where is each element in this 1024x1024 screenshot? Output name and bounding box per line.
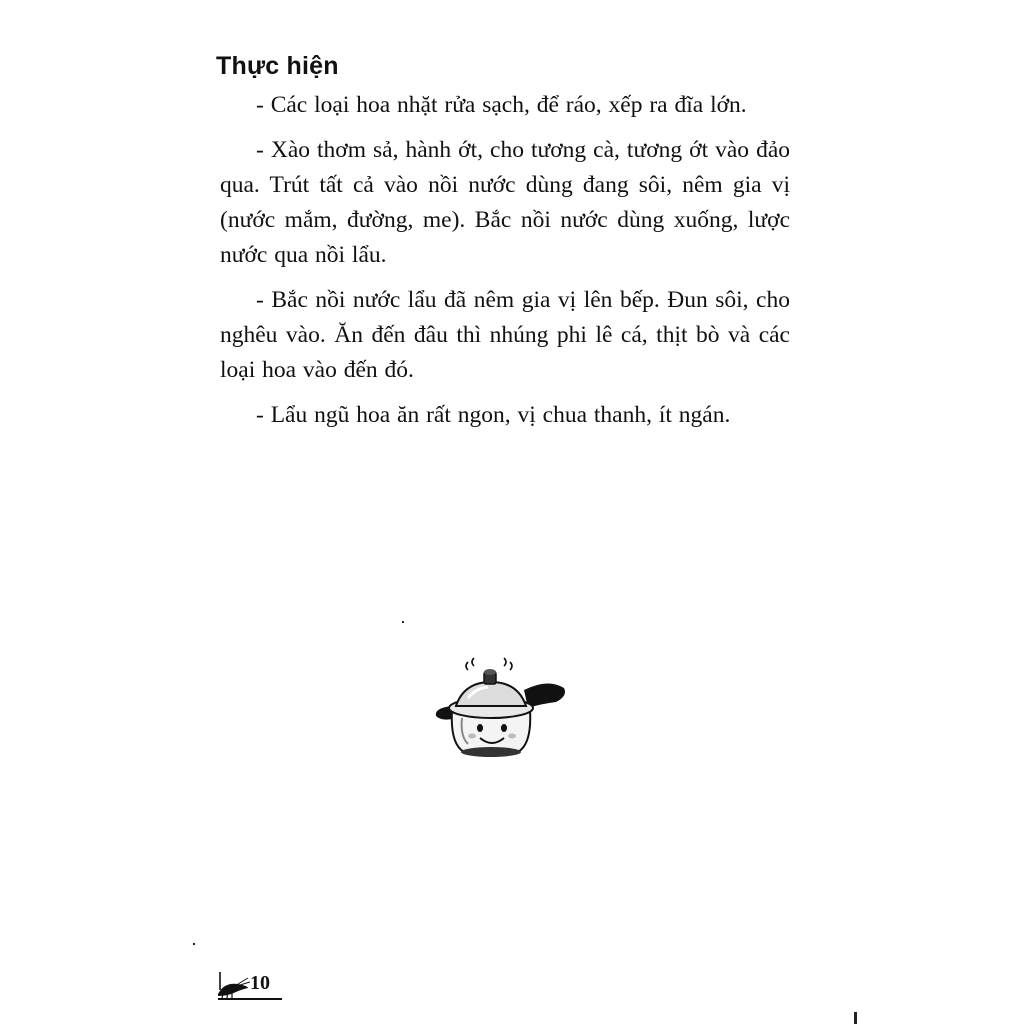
step-paragraph-1: - Các loại hoa nhặt rửa sạch, để ráo, xếp ra đĩa lớn. xyxy=(256,92,747,118)
step-paragraph-2: - Xào thơm sả, hành ớt, cho tương cà, tương ớt vào đảo qua. Trút tất cả vào nồi nước dùng đang sôi, nêm gia vị (nước mắm, đường, me). Bắc nồi nước dùng xuống, lược nước qua nồi lẩu. xyxy=(220,137,790,268)
section-heading: Thực hiện xyxy=(216,52,339,80)
footer-rule xyxy=(218,998,282,1000)
print-speck xyxy=(854,1012,857,1024)
step-paragraph-3: - Bắc nồi nước lẩu đã nêm gia vị lên bếp. Đun sôi, cho nghêu vào. Ăn đến đâu thì nhúng phi lê cá, thịt bò và các loại hoa vào đến đó. xyxy=(220,287,790,383)
print-speck xyxy=(193,943,195,945)
page-number: 10 xyxy=(250,972,270,994)
page-footer xyxy=(214,968,284,1002)
pressure-cooker-icon xyxy=(428,652,578,764)
shrimp-icon xyxy=(214,968,250,1000)
recipe-steps xyxy=(220,88,790,443)
step-paragraph-4: - Lẩu ngũ hoa ăn rất ngon, vị chua thanh, ít ngán. xyxy=(256,402,731,428)
print-speck xyxy=(402,621,404,623)
